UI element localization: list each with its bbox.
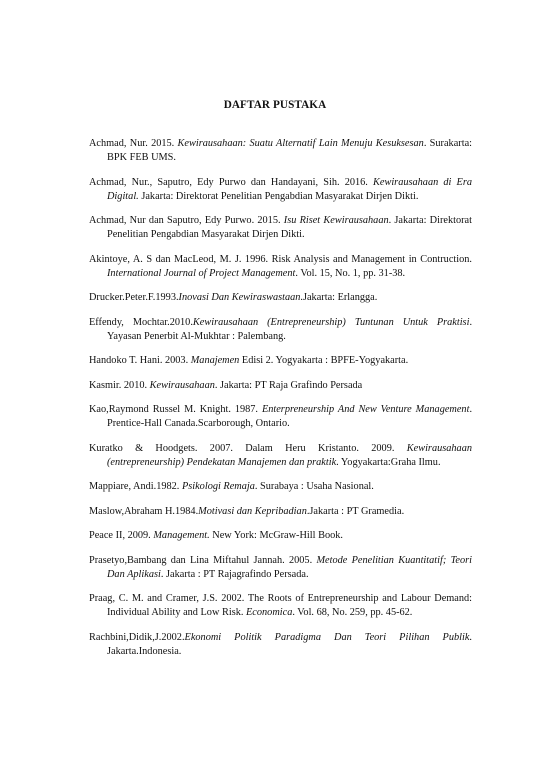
reference-authors: Praag, C. M. and Cramer, J.S. 2002. The Roots of Entrepreneurship and Labour Demand: Individual Ability and Low Risk. (89, 593, 472, 619)
reference-authors: Mappiare, Andi.1982. (89, 481, 182, 493)
reference-title: Kewirausahaan (149, 379, 215, 391)
reference-publisher: .Jakarta : PT Gramedia. (306, 505, 405, 517)
reference-entry (89, 354, 472, 368)
reference-entry (89, 442, 472, 470)
reference-title: Motivasi dan Kepribadian (198, 505, 307, 517)
reference-entry (89, 592, 472, 620)
reference-entry (89, 505, 472, 519)
reference-authors: Achmad, Nur dan Saputro, Edy Purwo. 2015. (89, 215, 284, 227)
reference-title: Inovasi Dan Kewiraswastaan (178, 292, 301, 304)
reference-title: Kewirausahaan (entrepreneurship) Pendekatan Manajemen dan praktik (107, 442, 472, 468)
reference-publisher: . Yayasan Penerbit Al-Mukhtar : Palembang. (107, 316, 473, 342)
reference-publisher: Edisi 2. Yogyakarta : BPFE-Yogyakarta. (239, 355, 409, 367)
reference-entry (89, 316, 472, 344)
reference-title: Metode Penelitian Kuantitatif; Teori Dan Aplikasi (107, 554, 472, 580)
reference-authors: Maslow,Abraham H.1984. (89, 505, 199, 517)
reference-entry (89, 291, 472, 305)
reference-entry (89, 554, 472, 582)
reference-title: Kewirausahaan (Entrepreneurship) Tuntunan Untuk Praktisi (192, 316, 470, 328)
reference-title: Ekonomi Politik Paradigma Dan Teori Pilihan Publik (184, 631, 470, 643)
reference-entry (89, 214, 472, 242)
reference-publisher: . Vol. 68, No. 259, pp. 45-62. (292, 607, 413, 619)
reference-title: Psikologi Remaja (181, 481, 255, 493)
reference-list (89, 137, 472, 669)
reference-title: Isu Riset Kewirausahaan (283, 215, 389, 227)
page-title: DAFTAR PUSTAKA (223, 99, 327, 111)
reference-entry (89, 379, 472, 393)
reference-authors: Achmad, Nur. 2015. (89, 138, 178, 149)
reference-publisher: . Surabaya : Usaha Nasional. (254, 481, 374, 493)
reference-entry (89, 176, 472, 204)
reference-publisher: . Surakarta: BPK FEB UMS. (107, 138, 472, 164)
reference-title: Enterpreneurship And New Venture Management (261, 404, 470, 416)
reference-authors: Peace II, 2009. (89, 530, 154, 542)
reference-publisher: . Prentice-Hall Canada.Scarborough, Ontario. (107, 404, 473, 430)
reference-title: Kewirausahaan: Suatu Alternatif Lain Menuju Kesuksesan (177, 138, 424, 149)
reference-publisher: Jakarta: Direktorat Penelitian Pengabdian Masyarakat Dirjen Dikti. (138, 190, 419, 202)
reference-authors: Kasmir. 2010. (89, 379, 150, 391)
reference-publisher: . Jakarta.Indonesia. (107, 631, 472, 657)
reference-entry (89, 631, 472, 659)
reference-authors: Achmad, Nur., Saputro, Edy Purwo dan Handayani, Sih. 2016. (89, 176, 374, 188)
reference-authors: Kao,Raymond Russel M. Knight. 1987. (89, 404, 262, 416)
reference-publisher: . Jakarta: PT Raja Grafindo Persada (214, 379, 363, 391)
reference-authors: Rachbini,Didik,J.2002. (89, 631, 185, 643)
reference-authors: Handoko T. Hani. 2003. (89, 355, 191, 367)
reference-publisher: . Vol. 15, No. 1, pp. 31-38. (295, 267, 406, 279)
reference-entry (89, 480, 472, 494)
reference-authors: Drucker.Peter.F.1993. (89, 292, 179, 304)
reference-title: International Journal of Project Management (107, 267, 296, 279)
reference-authors: Kuratko & Hoodgets. 2007. Dalam Heru Kristanto. 2009. (89, 442, 407, 454)
reference-entry (89, 403, 472, 431)
reference-publisher: .Jakarta: Erlangga. (300, 292, 378, 304)
reference-authors: Effendy, Mochtar.2010. (89, 316, 193, 328)
reference-title: Economica (246, 607, 293, 619)
reference-publisher: . Jakarta: Direktorat Penelitian Pengabdian Masyarakat Dirjen Dikti. (107, 215, 472, 241)
reference-title: Manajemen (190, 355, 240, 367)
reference-entry (89, 253, 472, 281)
reference-entry (89, 529, 472, 543)
reference-title: Management. (153, 530, 210, 542)
reference-entry (89, 137, 472, 165)
reference-authors: Akintoye, A. S dan MacLeod, M. J. 1996. Risk Analysis and Management in Contruction. (89, 253, 472, 265)
reference-publisher: New York: McGraw-Hill Book. (209, 530, 343, 542)
reference-authors: Prasetyo,Bambang dan Lina Miftahul Jannah. 2005. (89, 554, 317, 566)
reference-publisher: . Jakarta : PT Rajagrafindo Persada. (160, 568, 309, 580)
reference-title: Kewirausahaan di Era Digital. (107, 176, 472, 202)
reference-publisher: . Yogyakarta:Graha Ilmu. (336, 456, 441, 468)
